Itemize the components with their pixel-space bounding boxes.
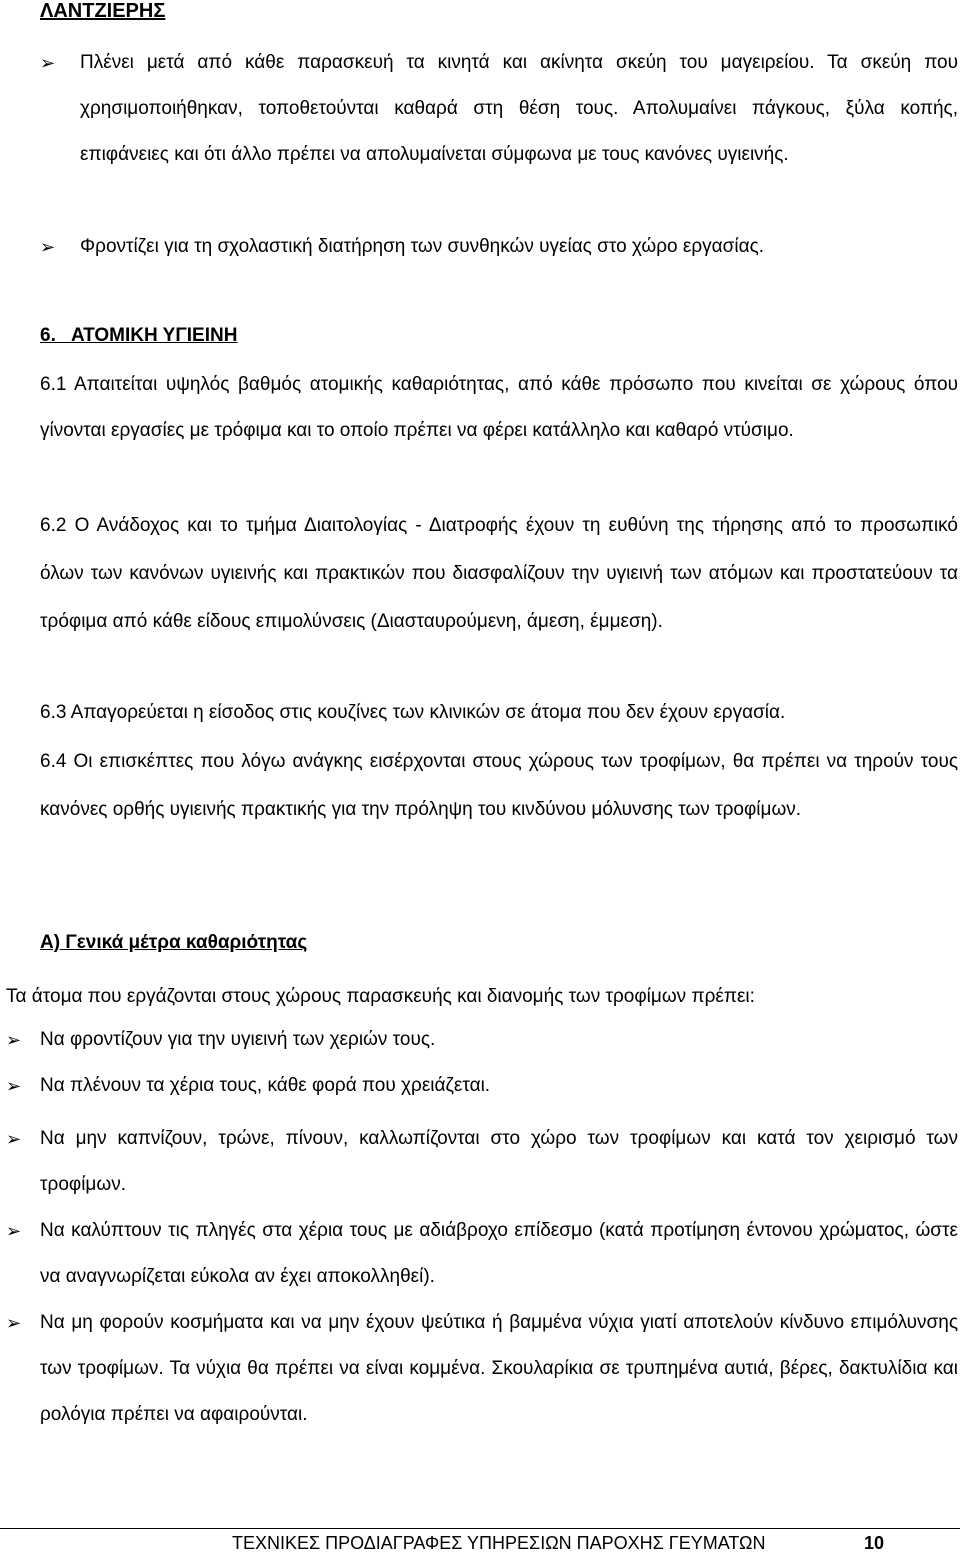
list-item bbox=[40, 40, 958, 178]
arrow-bullet-icon: ➢ bbox=[6, 1129, 22, 1149]
section-heading: Α) Γενικά μέτρα καθαριότητας bbox=[40, 932, 308, 953]
list-item bbox=[6, 1026, 958, 1054]
list-item-text: Να φροντίζουν για την υγιεινή των χεριών τους. bbox=[40, 1029, 436, 1050]
arrow-bullet-icon: ➢ bbox=[6, 1076, 22, 1096]
list-item bbox=[40, 224, 958, 270]
paragraph: 6.3 Απαγορεύεται η είσοδος στις κουζίνες των κλινικών σε άτομα που δεν έχουν εργασία. bbox=[40, 702, 786, 723]
list-item bbox=[6, 1116, 958, 1208]
intro-paragraph: Τα άτομα που εργάζονται στους χώρους παρασκευής και διανομής των τροφίμων πρέπει: bbox=[6, 986, 755, 1007]
list-item-text: Να καλύπτουν τις πληγές στα χέρια τους με αδιάβροχο επίδεσμο (κατά προτίμηση έντονου χρώματος, ώστε να αναγνωρίζεται εύκολα αν έχει αποκολληθεί). bbox=[40, 1220, 958, 1287]
list-item bbox=[6, 1072, 958, 1100]
list-item-text: Να μην καπνίζουν, τρώνε, πίνουν, καλλωπίζονται στο χώρο των τροφίμων και κατά τον χειρισμό των τροφίμων. bbox=[40, 1128, 958, 1195]
list-item-text: Να μη φορούν κοσμήματα και να μην έχουν ψεύτικα ή βαμμένα νύχια γιατί αποτελούν κίνδυνο επιμόλυνσης των τροφίμων. Τα νύχια θα πρέπει να είναι κομμένα. Σκουλαρίκια σε τρυπημένα αυτιά, βέρες, δακτυλίδια και ρολόγια πρέπει να αφαιρούνται. bbox=[40, 1312, 958, 1425]
list-item bbox=[6, 1300, 958, 1438]
arrow-bullet-icon: ➢ bbox=[6, 1313, 22, 1333]
paragraph: 6.1 Απαιτείται υψηλός βαθμός ατομικής καθαριότητας, από κάθε πρόσωπο που κινείται σε χώρους όπου γίνονται εργασίες με τρόφιμα και το οποίο πρέπει να φέρει κατάλληλο και καθαρό ντύσιμο. bbox=[40, 374, 958, 441]
role-heading: ΛΑΝΤΖΙΕΡΗΣ bbox=[40, 0, 166, 22]
page-number: 10 bbox=[864, 1533, 885, 1553]
section-heading: 6. ΑΤΟΜΙΚΗ ΥΓΙΕΙΝΗ bbox=[40, 325, 238, 346]
list-item-text: Φροντίζει για τη σχολαστική διατήρηση των συνθηκών υγείας στο χώρο εργασίας. bbox=[80, 236, 765, 257]
list-item-text: Να πλένουν τα χέρια τους, κάθε φορά που χρειάζεται. bbox=[40, 1075, 491, 1096]
footer-title: ΤΕΧΝΙΚΕΣ ΠΡΟΔΙΑΓΡΑΦΕΣ ΥΠΗΡΕΣΙΩΝ ΠΑΡΟΧΗΣ ΓΕΥΜΑΤΩΝ bbox=[232, 1533, 766, 1553]
list-item-text: Πλένει μετά από κάθε παρασκευή τα κινητά και ακίνητα σκεύη του μαγειρείου. Τα σκεύη που χρησιμοποιήθηκαν, τοποθετούνται καθαρά στη θέση τους. Απολυμαίνει πάγκους, ξύλα κοπής, επιφάνειες και ότι άλλο πρέπει να απολυμαίνεται σύμφωνα με τους κανόνες υγιεινής. bbox=[80, 52, 958, 165]
arrow-bullet-icon: ➢ bbox=[6, 1030, 22, 1050]
arrow-bullet-icon: ➢ bbox=[40, 53, 56, 73]
page-footer bbox=[0, 1528, 960, 1557]
list-item bbox=[6, 1208, 958, 1300]
paragraph: 6.2 Ο Ανάδοχος και το τμήμα Διαιτολογίας - Διατροφής έχουν τη ευθύνη της τήρησης από το προσωπικό όλων των κανόνων υγιεινής και πρακτικών που διασφαλίζουν την υγιεινή των ατόμων και προστατεύουν τα τρόφιμα από κάθε είδους επιμολύνσεις (Διασταυρούμενη, άμεση, έμμεση). bbox=[40, 515, 958, 632]
arrow-bullet-icon: ➢ bbox=[6, 1221, 22, 1241]
paragraph: 6.4 Οι επισκέπτες που λόγω ανάγκης εισέρχονται στους χώρους των τροφίμων, θα πρέπει να τηρούν τους κανόνες ορθής υγιεινής πρακτικής για την πρόληψη του κινδύνου μόλυνσης των τροφίμων. bbox=[40, 751, 958, 820]
arrow-bullet-icon: ➢ bbox=[40, 237, 56, 257]
